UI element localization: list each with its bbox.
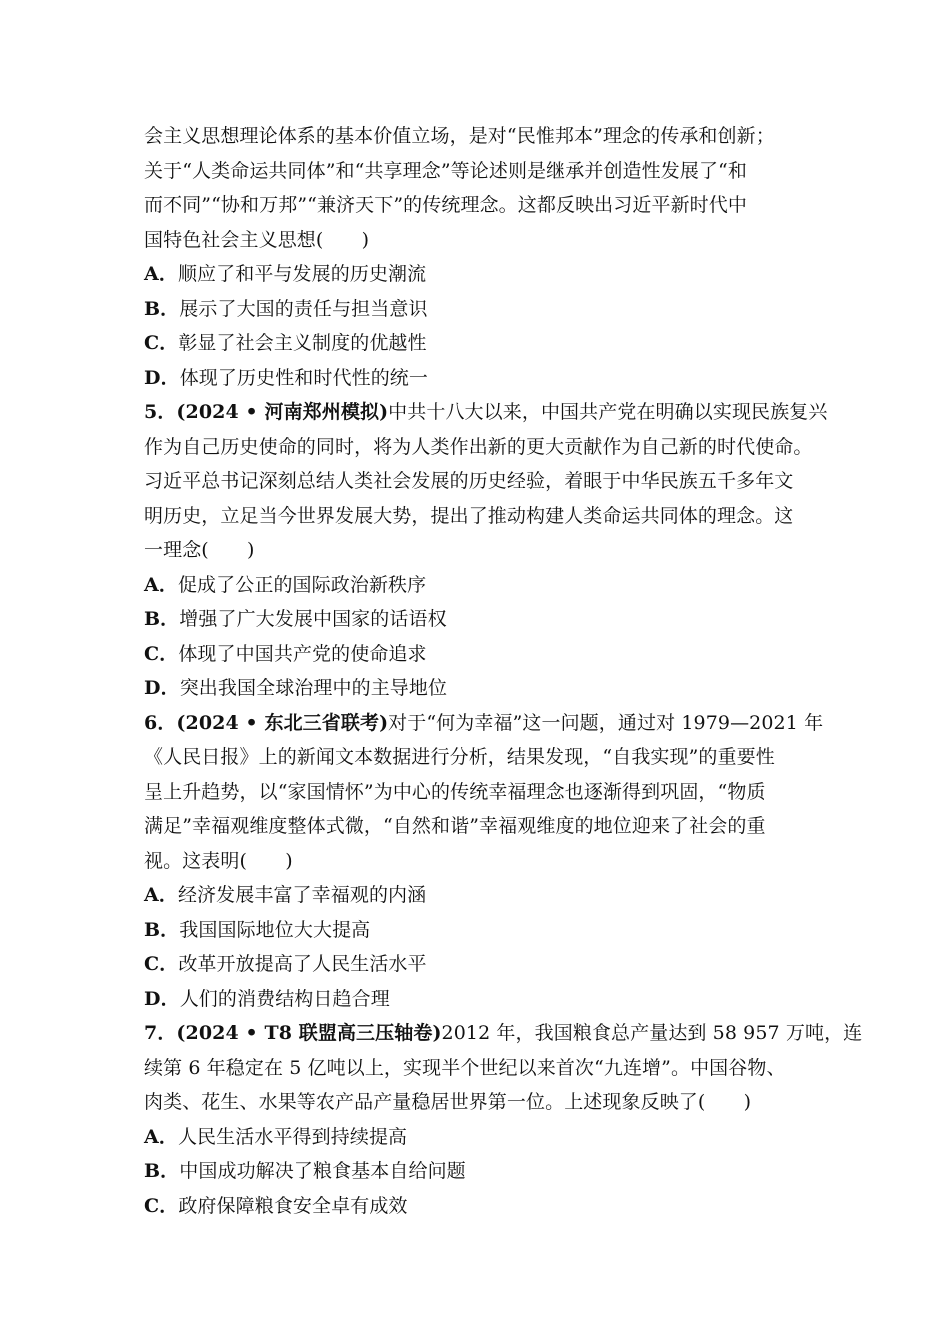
paragraph-line: 关于“人类命运共同体”和“共享理念”等论述则是继承并创造性发展了“和 xyxy=(144,159,747,182)
question-5-stem xyxy=(144,395,828,568)
question-5-options xyxy=(144,568,824,706)
paragraph-line: 续第 6 年稳定在 5 亿吨以上，实现半个世纪以来首次“九连增”。中国谷物、 xyxy=(144,1056,786,1079)
question-number: 6． xyxy=(144,711,177,734)
question-6-stem xyxy=(144,706,824,879)
question-source: (2024 • 东北三省联考) xyxy=(176,711,389,734)
option-a: A．促成了公正的国际政治新秩序 xyxy=(144,573,427,596)
question-4-options xyxy=(144,257,824,395)
option-c: C．改革开放提高了人民生活水平 xyxy=(144,953,427,975)
paragraph-line: 作为自己历史使命的同时，将为人类作出新的更大贡献作为自己新的时代使命。 xyxy=(144,435,813,458)
option-a: A．人民生活水平得到持续提高 xyxy=(144,1125,408,1148)
question-header: 6．(2024 • 东北三省联考)对于“何为幸福”这一问题，通过对 1979—2021 年 xyxy=(144,711,824,734)
paragraph-line: 满足”幸福观维度整体式微，“自然和谐”幸福观维度的地位迎来了社会的重 xyxy=(144,815,766,837)
option-a: A．经济发展丰富了幸福观的内涵 xyxy=(144,884,427,906)
paragraph-line: 呈上升趋势，以“家国情怀”为中心的传统幸福理念也逐渐得到巩固，“物质 xyxy=(144,780,766,803)
paragraph-line: 国特色社会主义思想( ) xyxy=(144,228,370,251)
question-number: 7． xyxy=(144,1022,177,1044)
question-header: 7．(2024 • T8 联盟高三压轴卷)2012 年，我国粮食总产量达到 58 957 万吨，连 xyxy=(144,1022,863,1044)
paragraph-line: 视。这表明( ) xyxy=(144,849,293,872)
option-c: C．体现了中国共产党的使命追求 xyxy=(144,642,427,665)
question-number: 5． xyxy=(144,401,177,423)
question-6-options xyxy=(144,878,824,1016)
paragraph-line: 一理念( ) xyxy=(144,539,255,561)
question-source: (2024 • 河南郑州模拟) xyxy=(176,401,389,423)
option-d: D．体现了历史性和时代性的统一 xyxy=(144,366,428,389)
option-d: D．突出我国全球治理中的主导地位 xyxy=(144,677,448,699)
option-b: B．我国国际地位大大提高 xyxy=(144,918,371,941)
paragraph-line: 明历史，立足当今世界发展大势，提出了推动构建人类命运共同体的理念。这 xyxy=(144,504,794,527)
paragraph-line: 肉类、花生、水果等农产品产量稳居世界第一位。上述现象反映了( ) xyxy=(144,1091,752,1113)
paragraph-line: 习近平总书记深刻总结人类社会发展的历史经验，着眼于中华民族五千多年文 xyxy=(144,470,794,492)
option-a: A．顺应了和平与发展的历史潮流 xyxy=(144,263,427,285)
option-c: C．彰显了社会主义制度的优越性 xyxy=(144,332,427,354)
question-7-stem xyxy=(144,1016,863,1120)
paragraph-line: 会主义思想理论体系的基本价值立场，是对“民惟邦本”理念的传承和创新； xyxy=(144,125,775,147)
question-4-stem xyxy=(144,119,824,257)
question-7-options xyxy=(144,1120,824,1224)
option-b: B．中国成功解决了粮食基本自给问题 xyxy=(144,1160,466,1182)
question-header: 5．(2024 • 河南郑州模拟)中共十八大以来，中国共产党在明确以实现民族复兴 xyxy=(144,401,828,423)
option-c: C．政府保障粮食安全卓有成效 xyxy=(144,1194,408,1217)
paragraph-line: 《人民日报》上的新闻文本数据进行分析，结果发现，“自我实现”的重要性 xyxy=(144,746,775,768)
option-b: B．增强了广大发展中国家的话语权 xyxy=(144,608,447,630)
question-source: (2024 • T8 联盟高三压轴卷) xyxy=(176,1022,442,1044)
paragraph-line: 而不同”“协和万邦”“兼济天下”的传统理念。这都反映出习近平新时代中 xyxy=(144,194,747,216)
option-b: B．展示了大国的责任与担当意识 xyxy=(144,297,428,320)
document-page xyxy=(144,119,863,1223)
option-d: D．人们的消费结构日趋合理 xyxy=(144,987,390,1010)
